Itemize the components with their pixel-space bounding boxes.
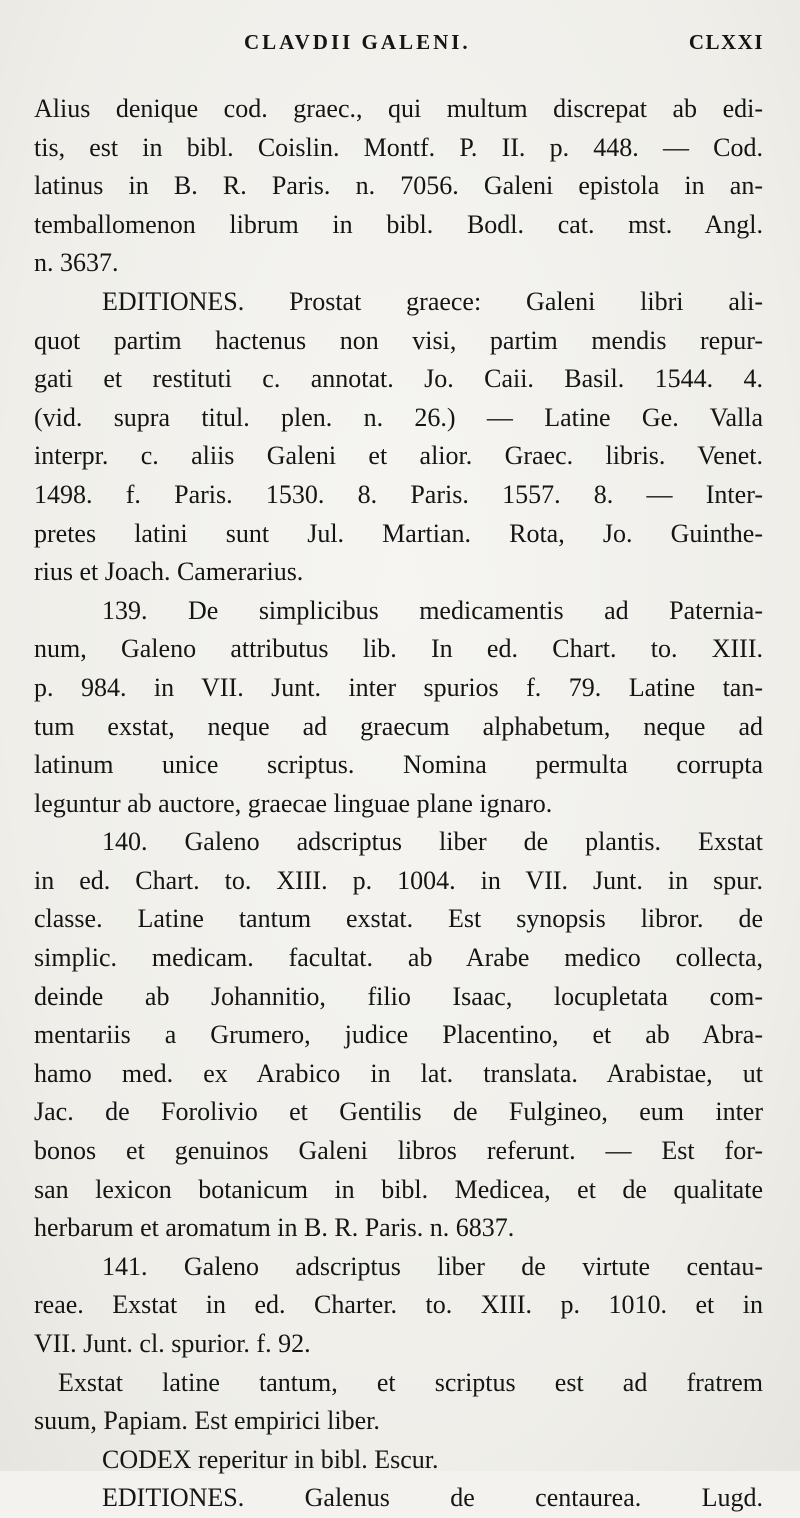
text-line: latinus in B. R. Paris. n. 7056. Galeni epistola in an- [34,171,763,201]
text-line: VII. Junt. cl. spurior. f. 92. [34,1329,311,1358]
running-title: CLAVDII GALENI. [244,30,471,54]
text-line: quot partim hactenus non visi, partim mendis repur- [34,325,763,355]
text-line: Alius denique cod. graec., qui multum discrepat ab edi- [34,94,763,123]
body-text [34,90,763,1518]
text-line: leguntur ab auctore, graecae linguae plane ignaro. [34,788,553,818]
text-line: tum exstat, neque ad graecum alphabetum, neque ad [34,711,763,741]
text-line: interpr. c. aliis Galeni et alior. Graec. libris. Venet. [34,441,763,471]
text-line: bonos et genuinos Galeni libros referunt. — Est for- [34,1136,763,1166]
text-line: herbarum et aromatum in B. R. Paris. n. 6837. [34,1213,515,1243]
text-line: temballomenon librum in bibl. Bodl. cat. mst. Angl. [34,209,763,239]
text-line: suum, Papiam. Est empirici liber. [34,1406,380,1436]
text-line: san lexicon botanicum in bibl. Medicea, et de qualitate [34,1174,763,1204]
text-line: latinum unice scriptus. Nomina permulta corrupta [34,750,763,780]
text-line: p. 984. in VII. Junt. inter spurios f. 79. Latine tan- [34,672,763,702]
text-line: CODEX reperitur in bibl. Escur. [102,1444,439,1474]
text-line: 1498. f. Paris. 1530. 8. Paris. 1557. 8. — Inter- [34,479,763,509]
text-line: Exstat latine tantum, et scriptus est ad fratrem [58,1367,763,1397]
text-line: simplic. medicam. facultat. ab Arabe medico collecta, [34,943,763,973]
page-number: CLXXI [688,30,764,54]
text-line: classe. Latine tantum exstat. Est synopsis libror. de [34,904,763,934]
text-line: EDITIONES. Galenus de centaurea. Lugd. [102,1483,763,1513]
text-line: gati et restituti c. annotat. Jo. Caii. Basil. 1544. 4. [34,364,763,394]
text-line: n. 3637. [34,248,119,278]
text-line: Jac. de Forolivio et Gentilis de Fulgineo, eum inter [34,1097,763,1127]
text-line: mentariis a Grumero, judice Placentino, et ab Abra- [34,1020,763,1050]
text-line: 141. Galeno adscriptus liber de virtute centau- [102,1251,763,1281]
text-line: in ed. Chart. to. XIII. p. 1004. in VII. Junt. in spur. [34,865,763,895]
text-line: num, Galeno attributus lib. In ed. Chart. to. XIII. [34,634,763,664]
text-line: rius et Joach. Camerarius. [34,557,304,587]
text-line: (vid. supra titul. plen. n. 26.) — Latine Ge. Valla [34,402,763,432]
text-line: deinde ab Johannitio, filio Isaac, locupletata com- [34,981,763,1011]
text-line: tis, est in bibl. Coislin. Montf. P. II. p. 448. — Cod. [34,132,763,162]
text-line: 139. De simplicibus medicamentis ad Paternia- [102,595,763,625]
text-line: hamo med. ex Arabico in lat. translata. Arabistae, ut [34,1058,763,1088]
running-head [0,30,800,60]
text-line: EDITIONES. Prostat graece: Galeni libri ali- [102,286,763,316]
text-line: pretes latini sunt Jul. Martian. Rota, Jo. Guinthe- [34,518,763,548]
text-line: reae. Exstat in ed. Charter. to. XIII. p. 1010. et in [34,1290,763,1320]
text-line: 140. Galeno adscriptus liber de plantis. Exstat [102,827,763,857]
